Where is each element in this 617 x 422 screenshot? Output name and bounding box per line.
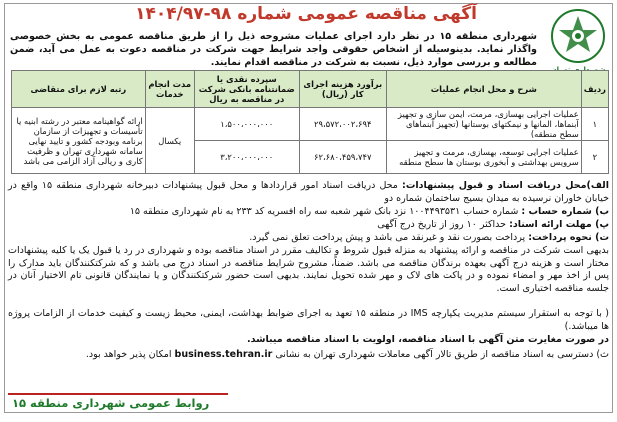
- section-te-text: پرداخت بصورت نقد و غیرنقد می باشد و پیش پرداخت تعلق نمی گیرد.: [249, 232, 526, 243]
- footer-divider: [8, 393, 228, 395]
- section-be-label: ب) شماره حساب :: [521, 206, 609, 217]
- footer-signature: روابط عمومی شهرداری منطقه ۱۵: [12, 396, 210, 410]
- section-te-label: ت) نحوه پرداخت:: [528, 232, 609, 243]
- duration-cell: یکسال: [145, 108, 194, 174]
- note-ims: ( با توجه به استقرار سیستم مدیریت یکپارچه IMS در منطقه ۱۵ تعهد به اجرای ضوابط بهداشت، ایمنی، محیط زیست و کیفیت خدمات از الزامات پروژه ها میباشد.): [8, 308, 609, 332]
- section-pe-text: حداکثر ۱۰ روز از تاریخ درج آگهی: [377, 219, 507, 230]
- col-estimate: برآورد هزینه اجرای کار (ریال): [299, 71, 386, 108]
- row-number: ۱: [581, 108, 608, 141]
- section-se-text-a: ث) دسترسی به اسناد مناقصه از طریق تالار آگهی معاملات شهرداری تهران به نشانی: [275, 349, 609, 360]
- intro-paragraph: شهرداری منطقه ۱۵ در نظر دارد اجرای عملیات مشروحه ذیل را از طریق مناقصه عمومی به بخش خصوصی واگذار نماید. بدینوسیله از اشخاص حقوقی واجد شرایط جهت شرکت در مناقصه دعوت به عمل می آید، ضمن مطالعه و بررسی موارد ذیل، نسبت به شرکت در مناقصه اقدام نمایند.: [10, 31, 537, 69]
- row-estimate: ۲۹،۵۷۲،۰۰۲،۶۹۴: [299, 108, 386, 141]
- table-header-row: [12, 71, 609, 108]
- section-be: [8, 206, 609, 219]
- row-estimate: ۶۲،۶۸۰،۴۵۹،۷۴۷: [299, 141, 386, 174]
- row-desc: عملیات اجرایی بهسازی، مرمت، ایمن سازی و تجهیز آبنماها، المانها و نیمکتهای بوستانها (تجهیز آبنماهای سطح منطقه): [386, 108, 581, 141]
- body-paragraph: بدیهی است شرکت در مناقصه و ارائه پیشنهاد به منزله قبول شروط و تکالیف مقرر در اسناد مناقصه بوده و شهرداری در رد یا قبول یک یا کلیه پیشنهادات مختار است و هزینه درج آگهی بعهده برندگان مناقصه می باشد. ضمناً، مشروح شرایط مناقصه در اسناد درج می باشد و که شرکتکنندگان باید مدارک را پس از اخذ مهر و امضاء نموده و در پاکت های لاک و مهر شده تحویل نمایند. بدیهی است حضور شرکتکنندگان و یا نمایندگان قانونی تام الاختیار آنان در جلسه مناقصه اختیاری است.: [8, 245, 609, 294]
- col-requirement: رتبه لازم برای متقاضی: [12, 71, 146, 108]
- col-desc: شرح و محل انجام عملیات: [386, 71, 581, 108]
- row-deposit: ۳،۲۰۰،۰۰۰،۰۰۰: [194, 141, 299, 174]
- section-alef-label: الف)محل دریافت اسناد و قبول پیشنهادات:: [402, 180, 609, 191]
- section-alef: [8, 180, 609, 205]
- col-row: ردیف: [581, 71, 608, 108]
- row-deposit: ۱،۵۰۰،۰۰۰،۰۰۰: [194, 108, 299, 141]
- row-desc: عملیات اجرایی توسعه، بهسازی، مرمت و تجهیز سرویس بهداشتی و آبخوری بوستان ها سطح منطقه: [386, 141, 581, 174]
- table-row: [12, 108, 609, 141]
- section-se-text-b: امکان پذیر خواهد بود.: [85, 349, 172, 360]
- municipality-logo-icon: [547, 6, 609, 76]
- col-duration: مدت انجام خدمات: [145, 71, 194, 108]
- section-pe-label: پ) مهلت ارائه اسناد:: [509, 219, 609, 230]
- notice-title: آگهی مناقصه عمومی شماره ۹۸-۱۴۰۴/۹۷: [135, 4, 477, 24]
- tender-table: [11, 70, 609, 174]
- section-alef-text: محل دریافت اسناد امور قراردادها و محل قبول پیشنهادات دبیرخانه شهرداری منطقه ۱۵ واقع در خیابان خاوران نرسیده به میدان بسیج ساختمان شماره دو: [8, 180, 609, 204]
- col-deposit: سپرده نقدی یا ضمانتنامه بانکی شرکت در مناقصه به ریال: [194, 71, 299, 108]
- section-be-text: شماره حساب ۱۰۰۴۴۹۳۵۳۱ نزد بانک شهر شعبه سه راه افسریه کد ۲۳۳ به نام شهرداری منطقه ۱۵: [129, 206, 519, 217]
- tender-website-link[interactable]: business.tehran.ir: [174, 349, 273, 360]
- section-pe: [8, 219, 609, 232]
- section-se: [8, 349, 609, 362]
- section-te: [8, 232, 609, 245]
- note-priority: در صورت مغایرت متن آگهی با اسناد مناقصه، اولویت با اسناد مناقصه میباشد.: [247, 334, 609, 345]
- requirement-cell: ارائه گواهینامه معتبر در رشته ابنیه یا تأسیسات و تجهیزات از سازمان برنامه وبودجه کشور و تایید نهایی سامانه شهرداری تهران و ظرفیت کاری و ریالی آزاد الزامی می باشد: [12, 108, 146, 174]
- row-number: ۲: [581, 141, 608, 174]
